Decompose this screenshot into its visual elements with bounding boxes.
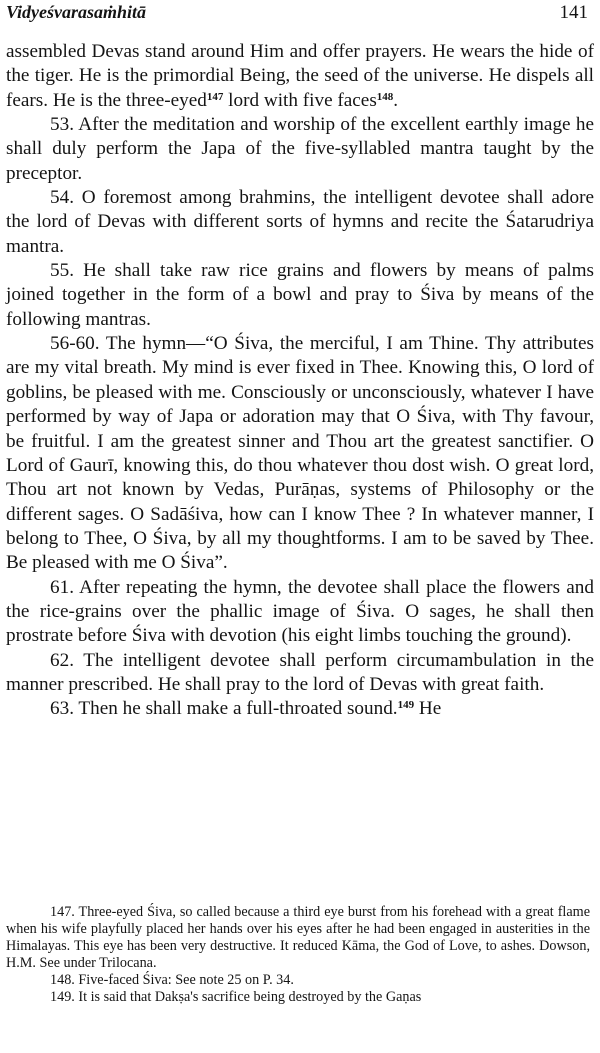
paragraph-continued (6, 40, 594, 113)
body-text (6, 40, 594, 722)
verse-paragraph-62: 62. The intelligent devotee shall perform circumambulation in the manner prescribed. He shall pray to the lord of Devas with great faith. (6, 649, 594, 695)
verse-paragraph-63 (6, 697, 594, 721)
footnote-ref-147: 147 (206, 90, 224, 103)
paragraph-text: lord with five faces (223, 89, 377, 111)
paragraph-text: 63. Then he shall make a full-throated sound. (50, 698, 398, 720)
paragraph-text: assembled Devas stand around Him and offer prayers. He wears the hide of the tiger. He is the primordial Being, the seed of the universe. He dispels all fears. He is the three-eyed (6, 41, 594, 111)
running-title: Vidyeśvarasaṁhitā (6, 2, 147, 22)
running-head (6, 0, 594, 40)
verse-paragraph-53: 53. After the meditation and worship of the excellent earthly image he shall duly perform the Japa of the five-syllabled mantra taught by the preceptor. (6, 114, 594, 184)
verse-paragraph-61: 61. After repeating the hymn, the devotee shall place the flowers and the rice-grains over the phallic image of Śiva. O sages, he shall then prostrate before Śiva with devotion (his eight limbs touching the ground). (6, 576, 594, 647)
paragraph-text: . (393, 89, 399, 111)
footnote-147: 147. Three-eyed Śiva, so called because a third eye burst from his forehead with a great flame when his wife playfully placed her hands over his eyes after he had been engaged in austerities in the Himalayas. This eye has been very destructive. It reduced Kāma, the God of Love, to ashes. Dowson, H.M. See under Trilocana. (6, 904, 590, 971)
paragraph-text: He (414, 698, 442, 720)
footnote-ref-149: 149 (397, 699, 415, 712)
footnotes (6, 904, 590, 1006)
page-number: 141 (559, 2, 588, 23)
verse-paragraph-54: 54. O foremost among brahmins, the intelligent devotee shall adore the lord of Devas with different sorts of hymns and recite the Śatarudriya mantra. (6, 187, 594, 257)
footnote-ref-148: 148 (376, 90, 394, 103)
verse-paragraph-56-60: 56-60. The hymn—“O Śiva, the merciful, I am Thine. Thy attributes are my vital breath. My mind is ever fixed in Thee. Knowing this, O lord of goblins, be pleased with me. Consciously or unconsciously, whatever I have performed by way of Japa or adoration may that O Śiva, with Thy favour, be fruitful. I am the greatest sinner and Thou art the greatest sanctifier. O Lord of Gaurī, knowing this, do thou whatever thou dost wish. O great lord, Thou art not known by Vedas, Purāṇas, systems of Philosophy or the different sages. O Sadāśiva, how can I know Thee ? In whatever manner, I belong to Thee, O Śiva, by all my thoughtforms. I am to be saved by Thee. Be pleased with me O Śiva”. (6, 333, 594, 574)
footnote-148: 148. Five-faced Śiva: See note 25 on P. 34. (50, 972, 294, 988)
footnote-149: 149. It is said that Dakṣa's sacrifice being destroyed by the Gaṇas (50, 989, 422, 1005)
verse-paragraph-55: 55. He shall take raw rice grains and flowers by means of palms joined together in the form of a bowl and pray to Śiva by means of the following mantras. (6, 260, 594, 330)
